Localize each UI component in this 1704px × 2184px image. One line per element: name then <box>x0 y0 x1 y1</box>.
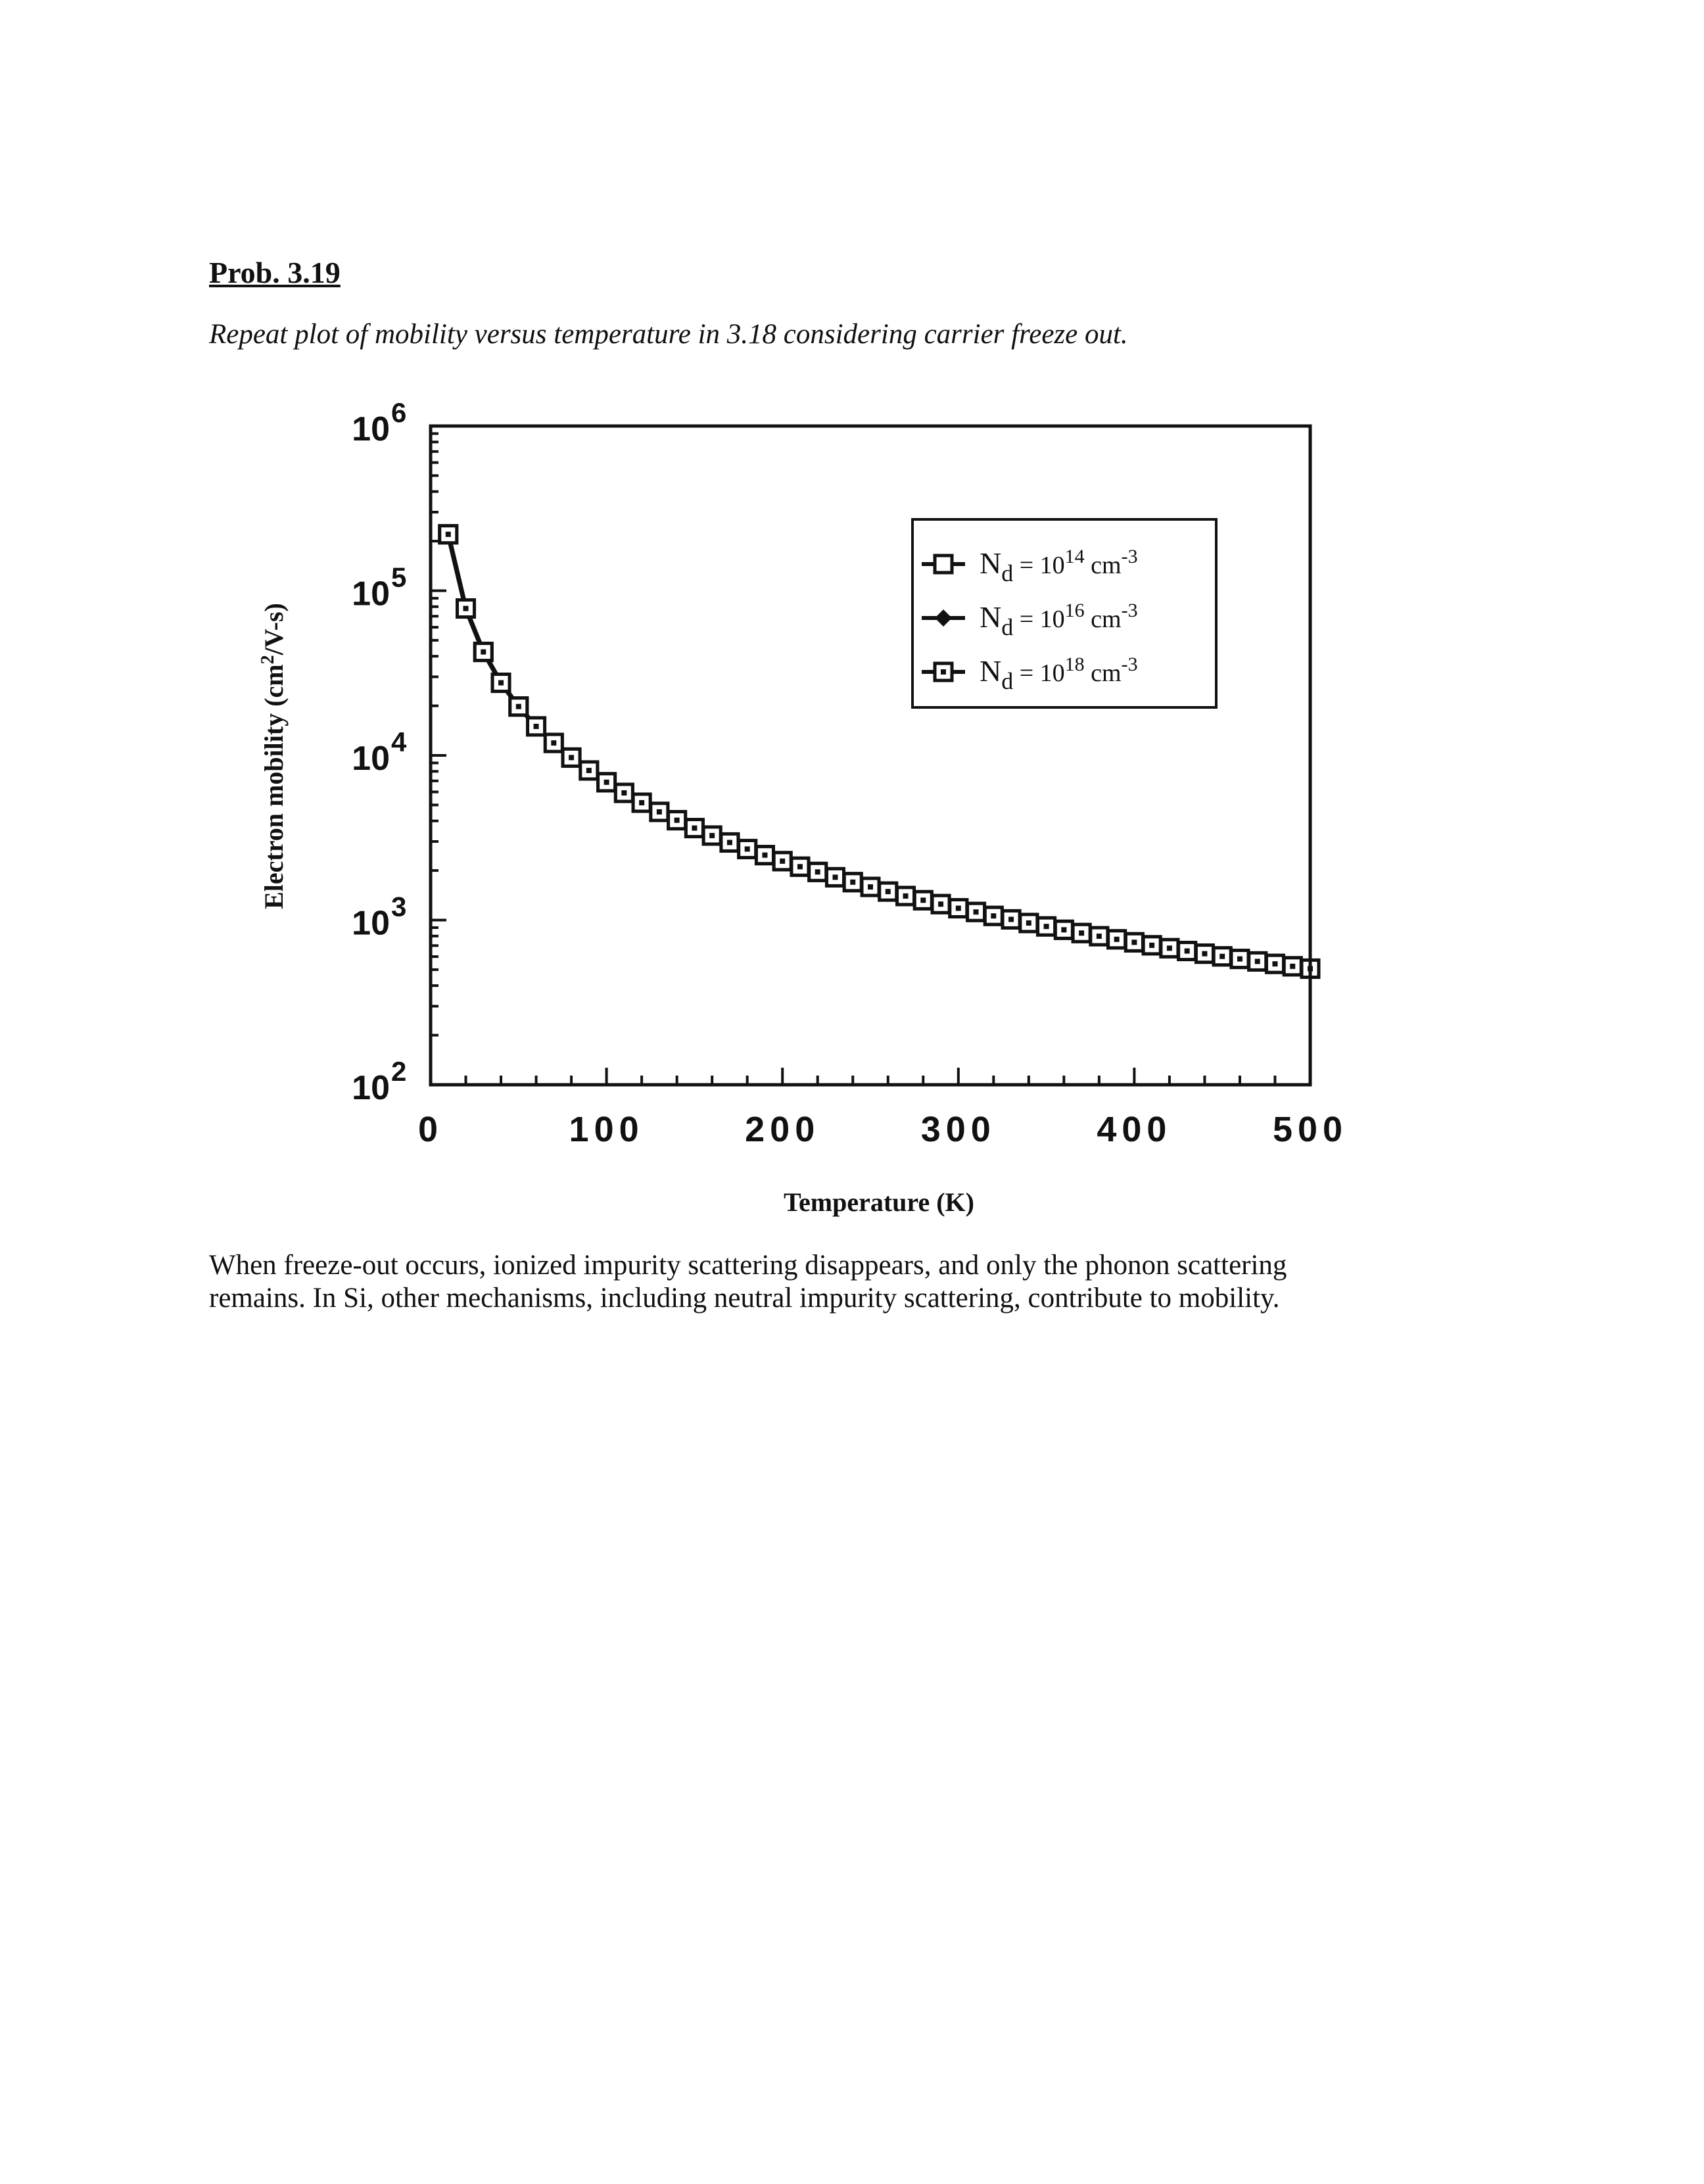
x-tick-label: 500 <box>1272 1110 1348 1149</box>
data-point-dot <box>868 884 873 890</box>
problem-statement: Repeat plot of mobility versus temperature in 3.18 considering carrier freeze out. <box>209 319 1128 350</box>
legend-label: $N_d$ $^{= 1016}$ $_{cm}^{-3}$ <box>980 600 1138 640</box>
x-tick-label: 100 <box>569 1110 644 1149</box>
legend-marker-dot <box>941 669 946 675</box>
y-tick-label: 10 <box>352 575 390 613</box>
y-tick-labels <box>352 397 407 1107</box>
data-point-dot <box>886 889 891 894</box>
data-point-dot <box>604 780 609 785</box>
y-tick-label: 10 <box>352 740 390 778</box>
x-tick-label: 0 <box>417 1110 444 1149</box>
x-tick-label: 300 <box>920 1110 996 1149</box>
data-point-dot <box>498 680 504 686</box>
data-point-dot <box>850 880 855 885</box>
data-point-dot <box>463 606 469 611</box>
data-point-dot <box>974 909 979 914</box>
data-point-dot <box>903 893 909 899</box>
data-point-dot <box>815 869 820 874</box>
data-point-dot <box>534 724 539 729</box>
data-point-dot <box>1008 916 1014 922</box>
data-point-dot <box>657 809 662 815</box>
data-point-dot <box>1272 961 1277 966</box>
y-tick-exponent: 5 <box>391 561 407 593</box>
data-point-dot <box>1097 934 1102 939</box>
data-point-dot <box>1290 964 1295 969</box>
data-point-dot <box>709 833 715 838</box>
answer-text <box>209 1249 1537 1315</box>
legend-label: $N_d$ $^{= 1014}$ $_{cm}^{-3}$ <box>980 546 1138 586</box>
data-point-dot <box>639 800 644 805</box>
data-point-dot <box>780 859 785 864</box>
data-point-dot <box>551 740 556 746</box>
data-point-dot <box>674 818 680 823</box>
data-point-dot <box>832 874 838 880</box>
data-point-dot <box>1026 920 1031 926</box>
data-point-dot <box>727 840 732 845</box>
legend-marker <box>935 556 952 573</box>
data-point-dot <box>1149 943 1154 948</box>
data-point-dot <box>938 901 943 907</box>
y-tick-label: 10 <box>352 1069 390 1107</box>
data-point-dot <box>1202 951 1207 957</box>
data-point-dot <box>692 826 697 831</box>
x-axis-title: Temperature (K) <box>784 1187 974 1217</box>
data-point-dot <box>481 650 486 655</box>
x-tick-labels <box>418 1110 1348 1149</box>
y-tick-label: 10 <box>352 904 390 943</box>
data-point-dot <box>621 790 627 795</box>
data-point-dot <box>1079 930 1084 936</box>
data-point-dot <box>1255 959 1260 964</box>
data-point-dot <box>1237 957 1242 962</box>
data-point-dot <box>569 755 574 760</box>
x-tick-label: 200 <box>745 1110 820 1149</box>
data-point-dot <box>920 897 926 903</box>
answer-line-2: remains. In Si, other mechanisms, including neutral impurity scattering, contribute to mobility. <box>209 1283 1280 1314</box>
data-point-dot <box>1167 945 1172 951</box>
data-point-dot <box>797 864 803 869</box>
data-point-dot <box>1131 939 1137 945</box>
data-point-dot <box>745 846 750 851</box>
y-tick-exponent: 2 <box>391 1056 407 1087</box>
y-axis-title: Electron mobility $(cm^2/V-s)$ <box>258 603 289 909</box>
y-tick-exponent: 3 <box>391 891 407 922</box>
data-point-dot <box>1061 927 1066 932</box>
legend-label: $N_d$ $^{= 1018}$ $_{cm}^{-3}$ <box>980 653 1138 694</box>
data-point-dot <box>991 913 996 918</box>
data-point-dot <box>446 532 451 537</box>
data-point-dot <box>516 704 521 709</box>
y-tick-exponent: 4 <box>391 726 407 757</box>
data-point-dot <box>1185 949 1190 954</box>
y-tick-exponent: 6 <box>391 397 407 428</box>
y-tick-label: 10 <box>352 410 390 448</box>
data-point-dot <box>956 905 961 911</box>
data-point-dot <box>586 768 592 773</box>
answer-line-1: When freeze-out occurs, ionized impurity scattering disappears, and only the phonon scattering <box>209 1250 1287 1281</box>
legend <box>912 519 1216 707</box>
data-point-dot <box>1114 937 1120 942</box>
data-point-dot <box>762 853 767 858</box>
x-tick-label: 400 <box>1097 1110 1172 1149</box>
data-point-dot <box>1219 954 1225 959</box>
problem-title: Prob. 3.19 <box>209 256 341 289</box>
data-point-dot <box>1044 924 1049 929</box>
